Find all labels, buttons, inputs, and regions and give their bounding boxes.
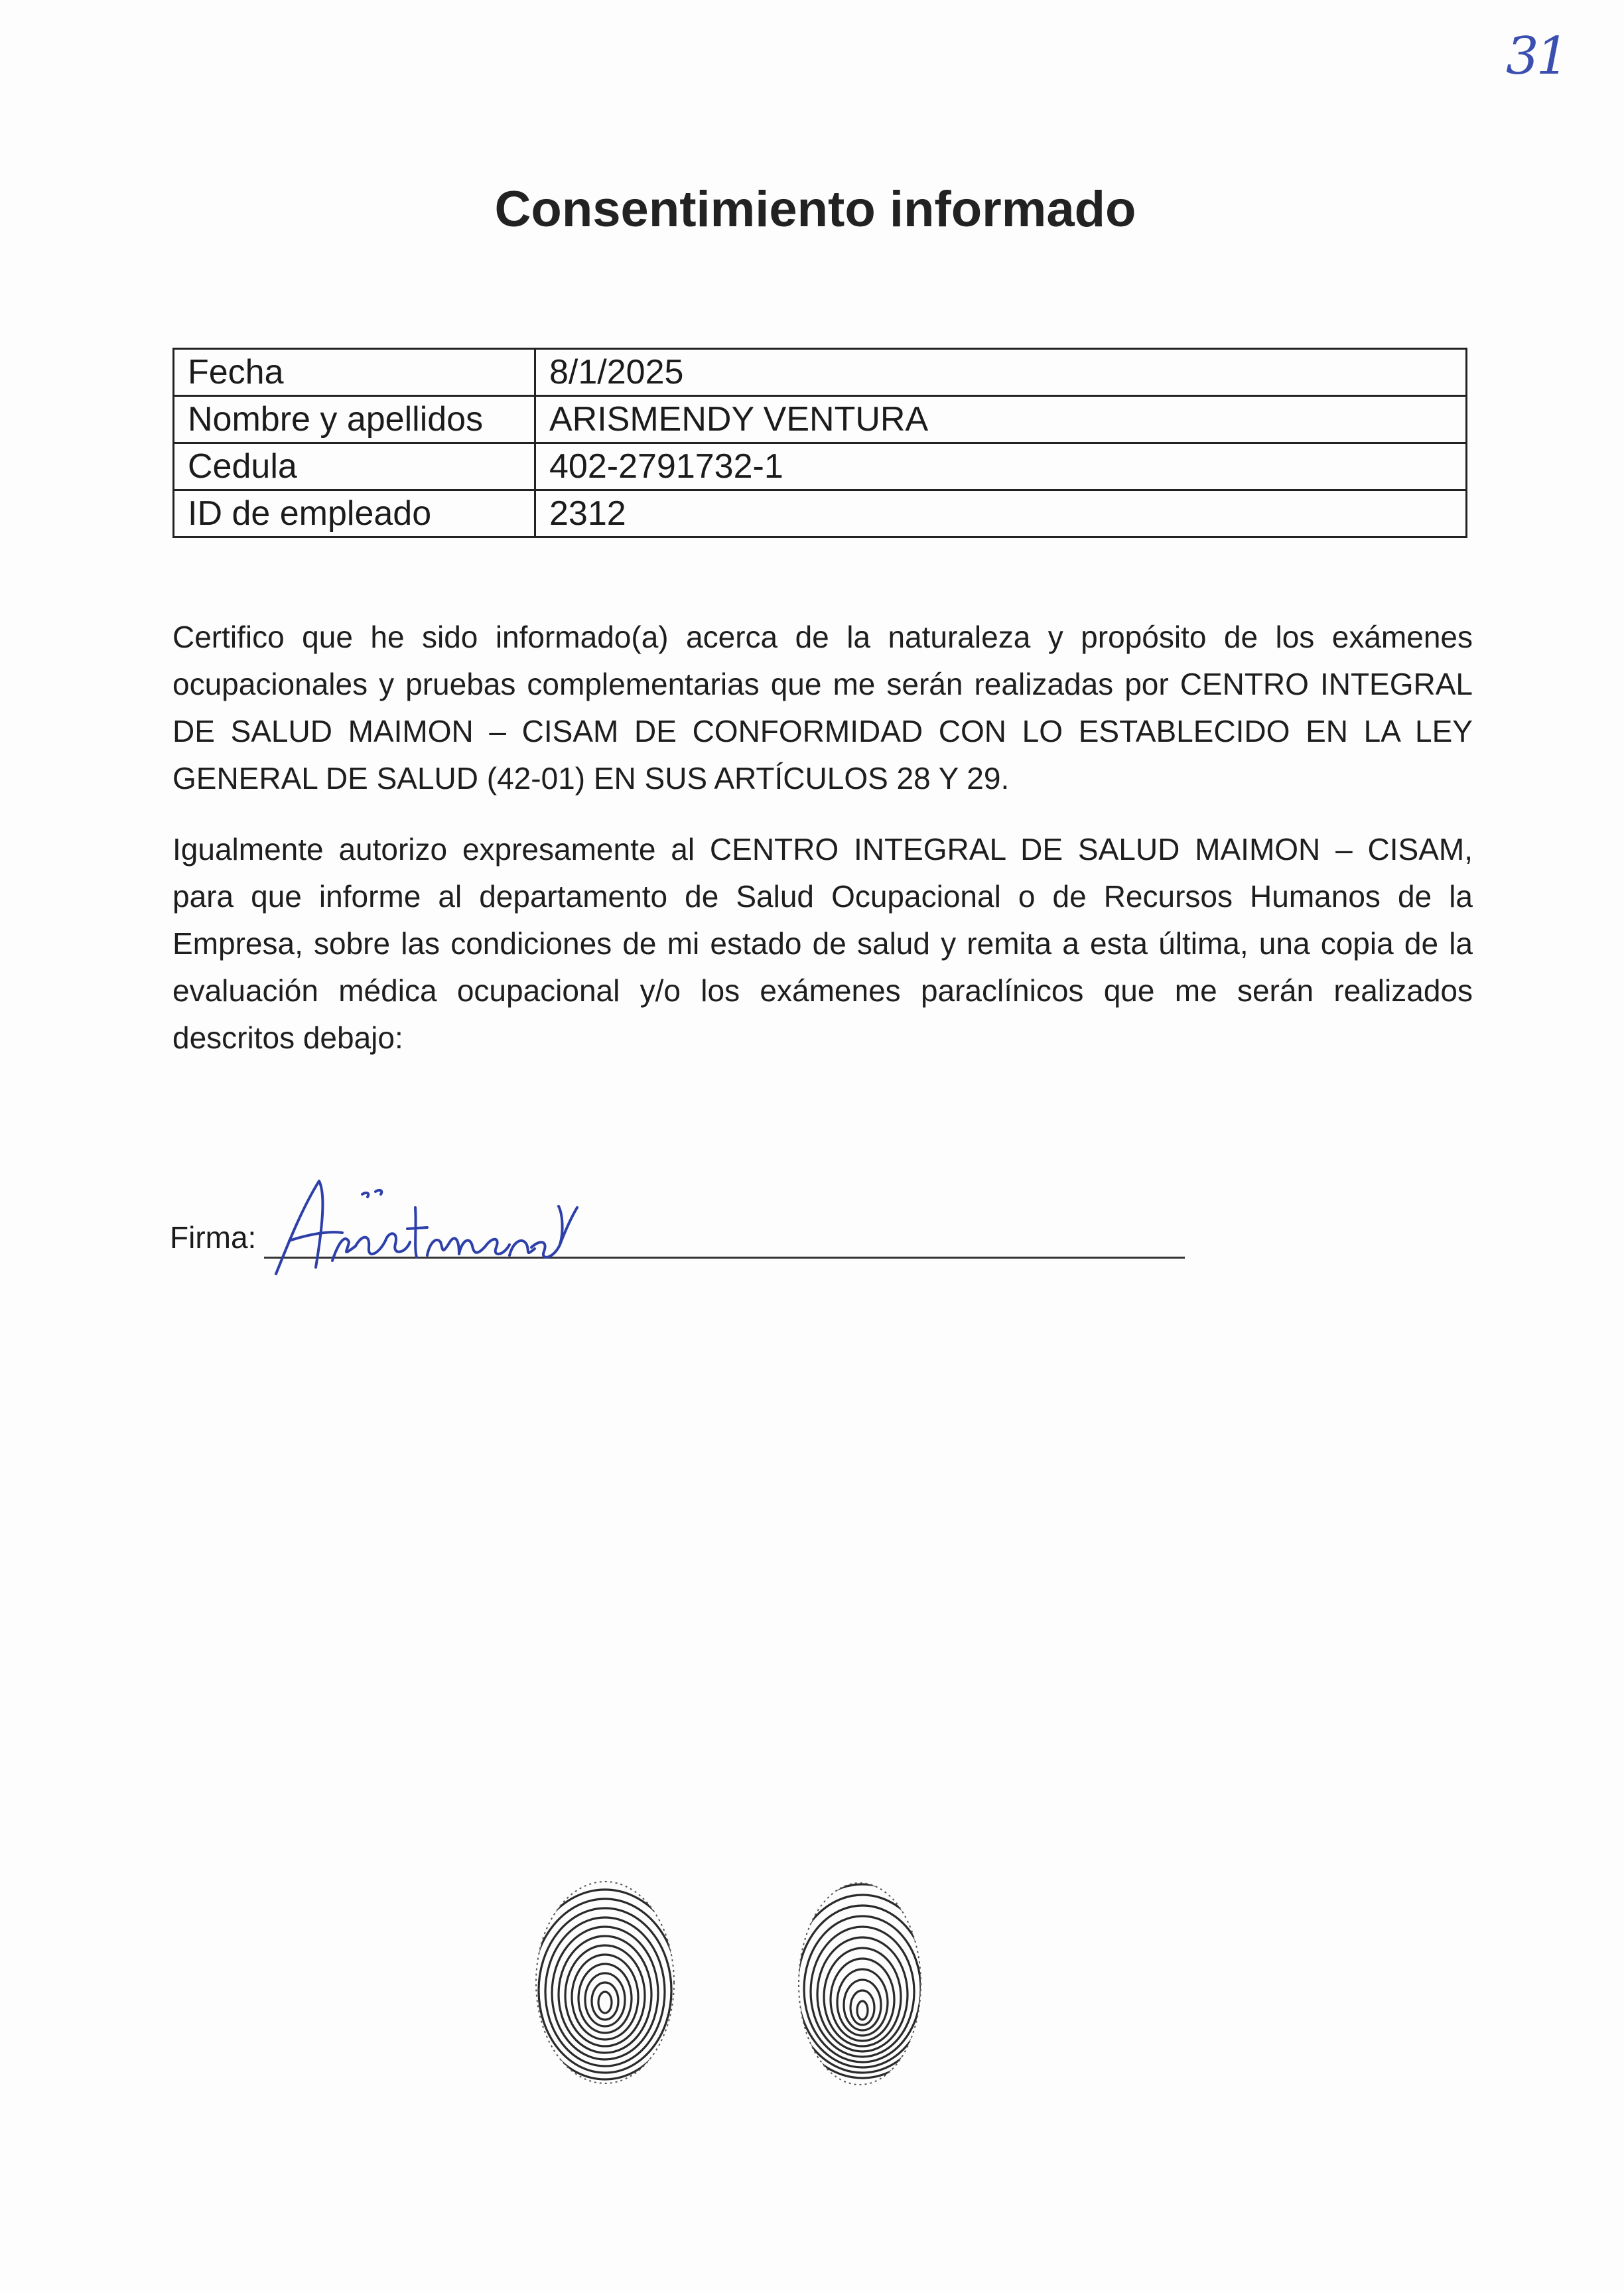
paragraph-text: Igualmente autorizo expresamente al CENTRO INTEGRAL DE SALUD MAIMON – CISAM, para que informe al departamento de Salud Ocupacional o de Recursos Humanos de la Empresa, sobre las condiciones de mi estado de salud y remita a esta última, una copia de la evaluación médica ocupacional y/o los exámenes paraclínicos que me serán realizados descritos debajo: [172, 832, 1473, 1055]
signature-label: Firma: [170, 1220, 257, 1255]
employee-info-table [172, 348, 1467, 538]
row-label-id-empleado: ID de empleado [174, 490, 535, 537]
fingerprint-left-icon [531, 1876, 679, 2089]
fingerprint-right-icon [793, 1878, 926, 2090]
row-value-nombre: ARISMENDY VENTURA [535, 396, 1467, 443]
row-label-fecha: Fecha [174, 349, 535, 396]
row-label-cedula: Cedula [174, 443, 535, 490]
row-value-cedula: 402-2791732-1 [535, 443, 1467, 490]
consent-paragraph-1 [172, 614, 1473, 802]
row-value-id-empleado: 2312 [535, 490, 1467, 537]
row-value-fecha: 8/1/2025 [535, 349, 1467, 396]
paragraph-text: Certifico que he sido informado(a) acerca de la naturaleza y propósito de los exámenes ocupacionales y pruebas complementarias que me serán realizadas por CENTRO INTEGRAL DE SALUD MAIMON – CISAM DE CONFORMIDAD CON LO ESTABLECIDO EN LA LEY GENERAL DE SALUD (42-01) EN SUS ARTÍCULOS 28 Y 29. [172, 620, 1473, 796]
page-title: Consentimiento informado [494, 181, 1136, 238]
table-row [174, 490, 1467, 537]
table-row [174, 349, 1467, 396]
consent-paragraph-2 [172, 826, 1473, 1062]
table-row [174, 443, 1467, 490]
handwritten-signature [263, 1168, 581, 1281]
row-label-nombre: Nombre y apellidos [174, 396, 535, 443]
handwritten-page-number: 31 [1506, 27, 1567, 86]
table-row [174, 396, 1467, 443]
